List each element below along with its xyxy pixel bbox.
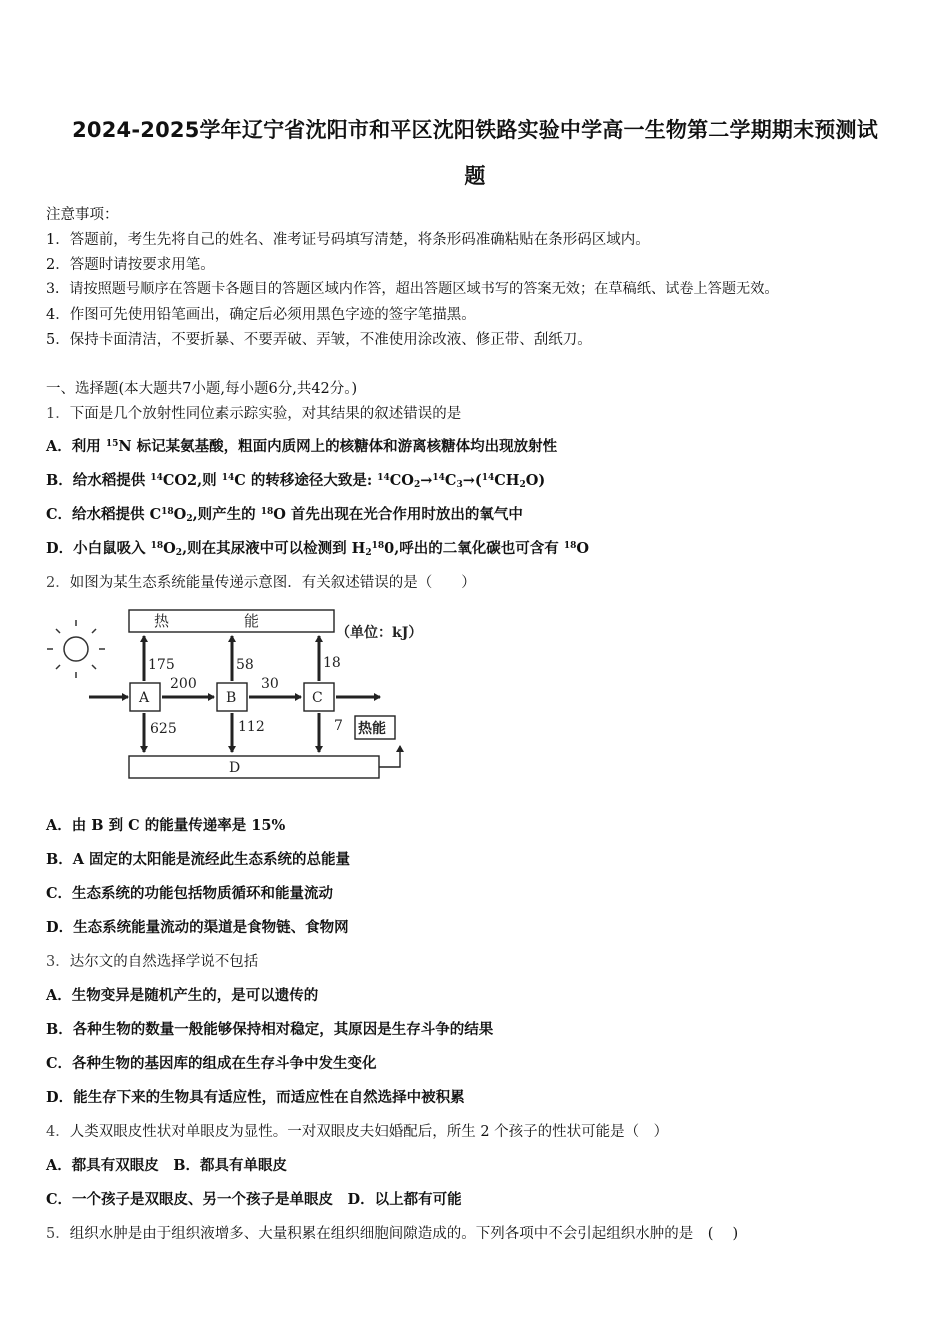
question-number: 3． [46,954,70,970]
option-1a [46,435,557,456]
option-3b: B．各种生物的数量一般能够保持相对稳定，其原因是生存斗争的结果 [46,1021,494,1038]
notice-item: 1．答题前，考生先将自己的姓名、准考证号码填写清楚，将条形码准确粘贴在条形码区域内。 [46,232,650,248]
subscript: 2 [186,514,193,524]
question-number: 2． [46,575,70,591]
node-a-label: A [139,690,150,706]
option-text: CO2,则 [162,472,222,489]
value-a-down: 625 [150,721,177,737]
option-3d: D．能生存下来的生物具有适应性，而适应性在自然选择中被积累 [46,1089,465,1106]
question-stem: 人类双眼皮性状对单眼皮为显性。一对双眼皮夫妇婚配后，所生 2 个孩子的性状可能是（ ） [69,1124,669,1140]
superscript: 15 [105,439,119,449]
node-b-label: B [226,690,237,706]
option-text: C 的转移途径大致是: [234,472,378,489]
value-c-up: 18 [323,655,341,671]
option-text: ,则产生的 [192,506,261,523]
superscript: 18 [563,541,577,551]
option-2d: D．生态系统能量流动的渠道是食物链、食物网 [46,919,349,936]
question-stem: 下面是几个放射性同位素示踪实验，对其结果的叙述错误的是 [69,406,462,422]
page-title: 2024-2025学年辽宁省沈阳市和平区沈阳铁路实验中学高一生物第二学期期末预测试 [72,118,878,142]
question-number: 1． [46,406,70,422]
superscript: 18 [371,541,385,551]
option-text: C [444,472,457,489]
arrow-text: →( [462,472,482,489]
superscript: 18 [150,541,164,551]
question-3 [46,950,258,971]
subscript: 3 [456,480,463,490]
option-text: B．给水稻提供 [46,472,151,489]
question-number: 4． [46,1124,70,1140]
option-text: A．利用 [46,438,106,455]
option-text: O) [525,472,546,489]
question-stem: 组织水肿是由于组织液增多、大量积累在组织细胞间隙造成的。下列各项中不会引起组织水肿的是 ( ) [69,1226,739,1242]
option-text: CH [494,472,520,489]
option-text: O [173,506,187,523]
arrow-text: → [420,472,433,489]
unit-label: （单位：kJ） [336,625,423,641]
arrow-d-heat [379,746,400,767]
option-1d [46,537,589,558]
heat-box-label: 热能 [358,721,386,737]
value-b-c: 30 [261,676,279,692]
option-text: C．给水稻提供 C [46,506,162,523]
value-b-down: 112 [238,719,265,735]
option-text: O [163,540,176,557]
superscript: 18 [260,507,274,517]
subscript: 2 [365,548,372,558]
node-d-label: D [229,760,241,776]
option-text: ,则在其尿液中可以检测到 H [182,540,366,557]
superscript: 18 [161,507,174,517]
question-stem: 如图为某生态系统能量传递示意图．有关叙述错误的是（ ） [69,575,476,591]
option-text: CO [389,472,414,489]
option-text: N 标记某氨基酸，粗面内质网上的核糖体和游离核糖体均出现放射性 [118,438,558,455]
option-1c [46,503,523,524]
option-3c: C．各种生物的基因库的组成在生存斗争中发生变化 [46,1055,377,1072]
node-c-label: C [312,690,323,706]
page-title-continued: 题 [464,164,486,188]
notice-item: 4．作图可先使用铅笔画出，确定后必须用黑色字迹的签字笔描黑。 [46,307,476,323]
energy-flow-diagram [44,606,444,786]
notice-item: 2．答题时请按要求用笔。 [46,257,215,273]
question-2 [46,571,476,592]
subscript: 2 [175,548,183,558]
value-c-down: 7 [334,718,343,734]
sun-icon [47,620,105,678]
option-4ab: A．都具有双眼皮 B．都具有单眼皮 [46,1157,288,1174]
notice-item: 3．请按照题号顺序在答题卡各题目的答题区域内作答，超出答题区域书写的答案无效；在草稿纸、试卷上答题无效。 [46,281,779,297]
option-3a: A．生物变异是随机产生的，是可以遗传的 [46,987,319,1004]
superscript: 14 [377,473,390,483]
option-text: O [576,540,590,557]
subscript: 2 [519,480,526,490]
value-b-up: 58 [236,657,254,673]
option-4cd: C．一个孩子是双眼皮、另一个孩子是单眼皮 D．以上都有可能 [46,1191,462,1208]
option-text: D．小白鼠吸入 [46,540,151,557]
value-a-b: 200 [170,676,197,692]
option-text: 0,呼出的二氧化碳也可含有 [384,540,564,557]
superscript: 14 [432,473,445,483]
option-text: O 首先出现在光合作用时放出的氧气中 [273,506,523,523]
notice-heading: 注意事项： [46,207,119,223]
option-1b [46,469,545,490]
question-1 [46,402,461,423]
notice-item: 5．保持卡面清洁，不要折暴、不要弄破、弄皱，不准使用涂改液、修正带、刮纸刀。 [46,332,592,348]
subscript: 2 [413,480,421,490]
superscript: 14 [150,473,163,483]
question-5 [46,1222,738,1243]
decomposer-box [129,756,379,778]
question-4 [46,1120,668,1141]
superscript: 14 [221,473,235,483]
option-2b: B．A 固定的太阳能是流经此生态系统的总能量 [46,851,351,868]
value-a-up: 175 [148,657,175,673]
option-2c: C．生态系统的功能包括物质循环和能量流动 [46,885,334,902]
superscript: 14 [481,473,495,483]
question-number: 5． [46,1226,70,1242]
option-2a: A．由 B 到 C 的能量传递率是 15% [46,817,286,834]
heat-top-label: 热 能 [154,612,260,630]
section-heading: 一、选择题(本大题共7小题,每小题6分,共42分。) [46,381,358,397]
question-stem: 达尔文的自然选择学说不包括 [69,954,259,970]
